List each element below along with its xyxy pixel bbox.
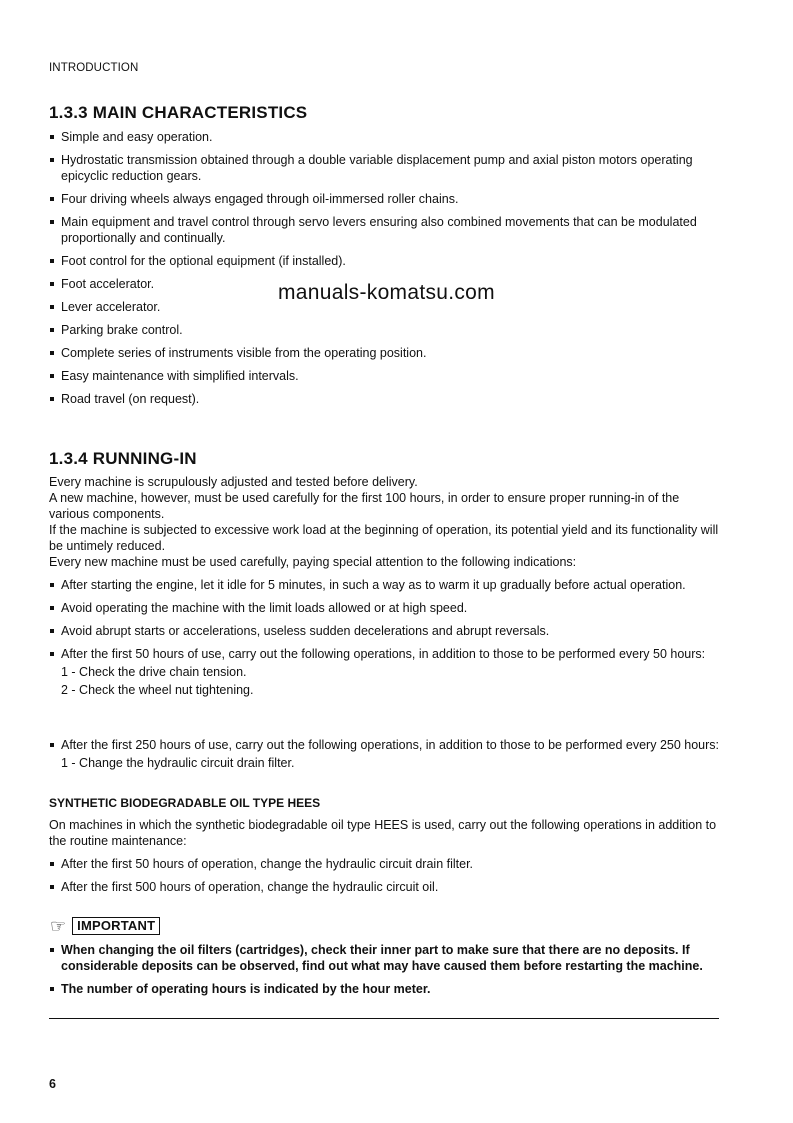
section-title-main-characteristics: 1.3.3 MAIN CHARACTERISTICS: [49, 103, 308, 122]
list-item: Main equipment and travel control through servo levers ensuring also combined movements that can be modulated proportionally and continually.: [49, 214, 719, 246]
list-item: Complete series of instruments visible from the operating position.: [49, 345, 719, 361]
hees-list: [49, 856, 719, 895]
list-item: After starting the engine, let it idle for 5 minutes, in such a way as to warm it up gradually before actual operation.: [49, 577, 719, 593]
list-item-text: After the first 50 hours of use, carry out the following operations, in addition to those to be performed every 50 hours:: [61, 647, 706, 661]
list-item: Four driving wheels always engaged through oil-immersed roller chains.: [49, 191, 719, 207]
paragraph: A new machine, however, must be used carefully for the first 100 hours, in order to ensure proper running-in of the various components.: [49, 491, 680, 521]
characteristics-list: [49, 129, 719, 407]
sub-step: 2 - Check the wheel nut tightening.: [61, 683, 254, 697]
list-item: Foot accelerator.: [49, 276, 719, 292]
hees-title: SYNTHETIC BIODEGRADABLE OIL TYPE HEES: [49, 796, 321, 810]
divider: [49, 1018, 719, 1019]
page-number: 6: [49, 1077, 56, 1091]
list-item: Foot control for the optional equipment (if installed).: [49, 253, 719, 269]
section-title-running-in: 1.3.4 RUNNING-IN: [49, 449, 197, 468]
important-label: IMPORTANT: [72, 917, 160, 935]
hees-intro: On machines in which the synthetic biodegradable oil type HEES is used, carry out the following operations in addition to the routine maintenance:: [49, 818, 717, 848]
list-item-text: After the first 250 hours of use, carry out the following operations, in addition to those to be performed every 250 hours:: [61, 738, 720, 752]
important-heading: [50, 917, 160, 935]
list-item: [49, 737, 719, 771]
important-list: [49, 942, 719, 997]
list-item: Road travel (on request).: [49, 391, 719, 407]
list-item: Easy maintenance with simplified intervals.: [49, 368, 719, 384]
pointing-hand-icon: ☞: [50, 915, 67, 936]
list-item: After the first 500 hours of operation, change the hydraulic circuit oil.: [49, 879, 719, 895]
running-in-list-250: [49, 737, 719, 771]
list-item: The number of operating hours is indicated by the hour meter.: [49, 981, 719, 997]
paragraph: Every machine is scrupulously adjusted and tested before delivery.: [49, 475, 418, 489]
list-item: Avoid abrupt starts or accelerations, useless sudden decelerations and abrupt reversals.: [49, 623, 719, 639]
paragraph: If the machine is subjected to excessive work load at the beginning of operation, its potential yield and its functionality will be untimely reduced.: [49, 523, 719, 553]
list-item: Lever accelerator.: [49, 299, 719, 315]
sub-step: 1 - Check the drive chain tension.: [61, 665, 247, 679]
paragraph: Every new machine must be used carefully, paying special attention to the following indications:: [49, 555, 577, 569]
list-item: [49, 646, 719, 698]
list-item: Simple and easy operation.: [49, 129, 719, 145]
page-header: INTRODUCTION: [49, 62, 139, 74]
list-item: Avoid operating the machine with the limit loads allowed or at high speed.: [49, 600, 719, 616]
sub-step: 1 - Change the hydraulic circuit drain filter.: [61, 756, 295, 770]
watermark: manuals-komatsu.com: [278, 281, 495, 304]
list-item: After the first 50 hours of operation, change the hydraulic circuit drain filter.: [49, 856, 719, 872]
list-item: Parking brake control.: [49, 322, 719, 338]
running-in-intro: [49, 474, 719, 570]
running-in-list: [49, 577, 719, 698]
list-item: When changing the oil filters (cartridges), check their inner part to make sure that there are no deposits. If considerable deposits can be observed, find out what may have caused them before restarting the machine.: [49, 942, 719, 974]
list-item: Hydrostatic transmission obtained through a double variable displacement pump and axial piston motors operating epicyclic reduction gears.: [49, 152, 719, 184]
